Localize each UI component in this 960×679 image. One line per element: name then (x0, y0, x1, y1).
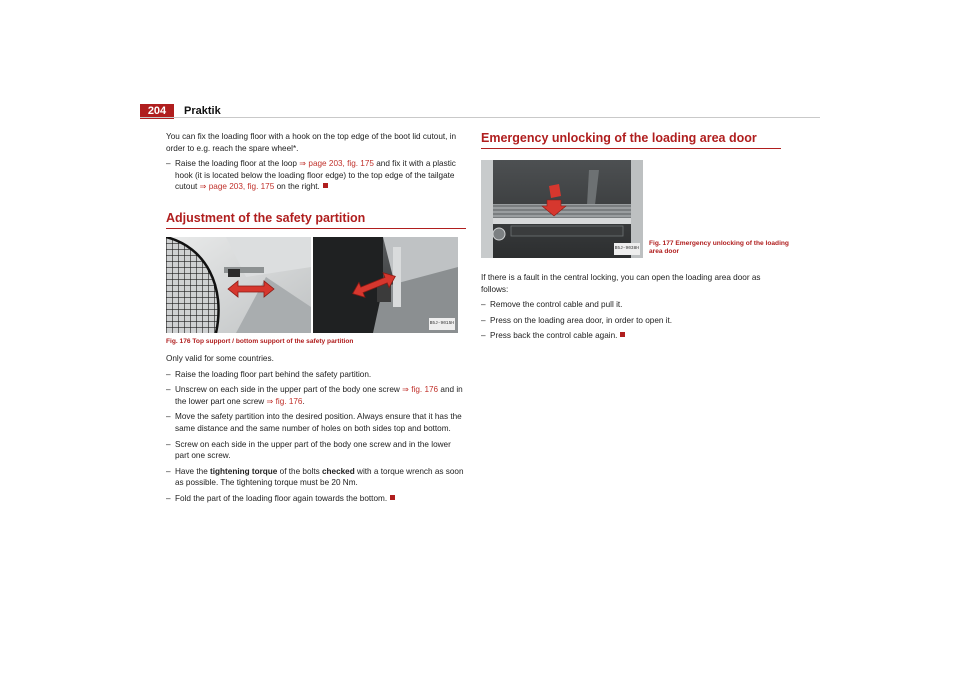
photo-loading-door (481, 160, 643, 258)
figure-code: B5J-9015H (429, 318, 455, 330)
intro-paragraph: You can fix the loading floor with a hook on the top edge of the boot lid cutout, in order to e.g. reach the spare wheel*. (166, 132, 457, 153)
header-rule (140, 117, 820, 118)
chapter-title: Praktik (184, 105, 221, 117)
figure-reference-link[interactable]: ⇒ fig. 176 (266, 396, 303, 406)
page-number-badge: 204 (140, 104, 174, 119)
figure-176 (166, 237, 458, 333)
intro-paragraph: If there is a fault in the central locking, you can open the loading area door as follows: (481, 273, 761, 294)
step-item: – Unscrew on each side in the upper part of the body one screw ⇒ fig. 176 and in the lower part one screw ⇒ fig. 176. (166, 385, 463, 406)
photo-top-support (166, 237, 311, 333)
page-reference-link[interactable]: ⇒ page 203, fig. 175 (199, 182, 275, 192)
figure-reference-link[interactable]: ⇒ fig. 176 (402, 385, 439, 395)
figure-caption: Fig. 176 Top support / bottom support of the safety partition (166, 337, 354, 345)
left-column (166, 131, 466, 505)
step-item: – Have the tightening torque of the bolts checked with a torque wrench as soon as possible. The tightening torque must be 20 Nm. (166, 466, 464, 488)
step-item: – Raise the loading floor part behind the safety partition. (166, 369, 372, 379)
step-item: – Press on the loading area door, in order to open it. (481, 315, 673, 325)
end-of-section-icon (390, 495, 395, 500)
validity-note: Only valid for some countries. (166, 353, 274, 363)
photo-bottom-support (313, 237, 458, 333)
figure-caption: Fig. 177 Emergency unlocking of the loading area door (649, 240, 789, 256)
right-column (481, 131, 789, 342)
page-reference-link[interactable]: ⇒ page 203, fig. 175 (299, 159, 374, 169)
step-item: – Press back the control cable again. (481, 330, 781, 342)
section-heading-emergency-unlocking: Emergency unlocking of the loading area door (481, 131, 781, 149)
intro-step: – Raise the loading floor at the loop ⇒ page 203, fig. 175 and fix it with a plastic hook (it is located below the loading floor edge) to the top edge of the tailgate cutout ⇒ page 203, fig. 175 on the right. (166, 159, 456, 192)
step-item: – Move the safety partition into the desired position. Always ensure that it has the same distance and the same number of holes on both sides top and bottom. (166, 412, 462, 433)
figure-177 (481, 160, 789, 258)
end-of-section-icon (620, 332, 625, 337)
section-heading-safety-partition: Adjustment of the safety partition (166, 211, 466, 229)
end-of-section-icon (323, 183, 328, 188)
step-item: – Fold the part of the loading floor again towards the bottom. (166, 493, 466, 505)
step-item: – Remove the control cable and pull it. (481, 300, 623, 310)
figure-code: B5J-9038H (614, 243, 640, 255)
step-item: – Screw on each side in the upper part of the body one screw and in the lower part one screw. (166, 439, 451, 461)
